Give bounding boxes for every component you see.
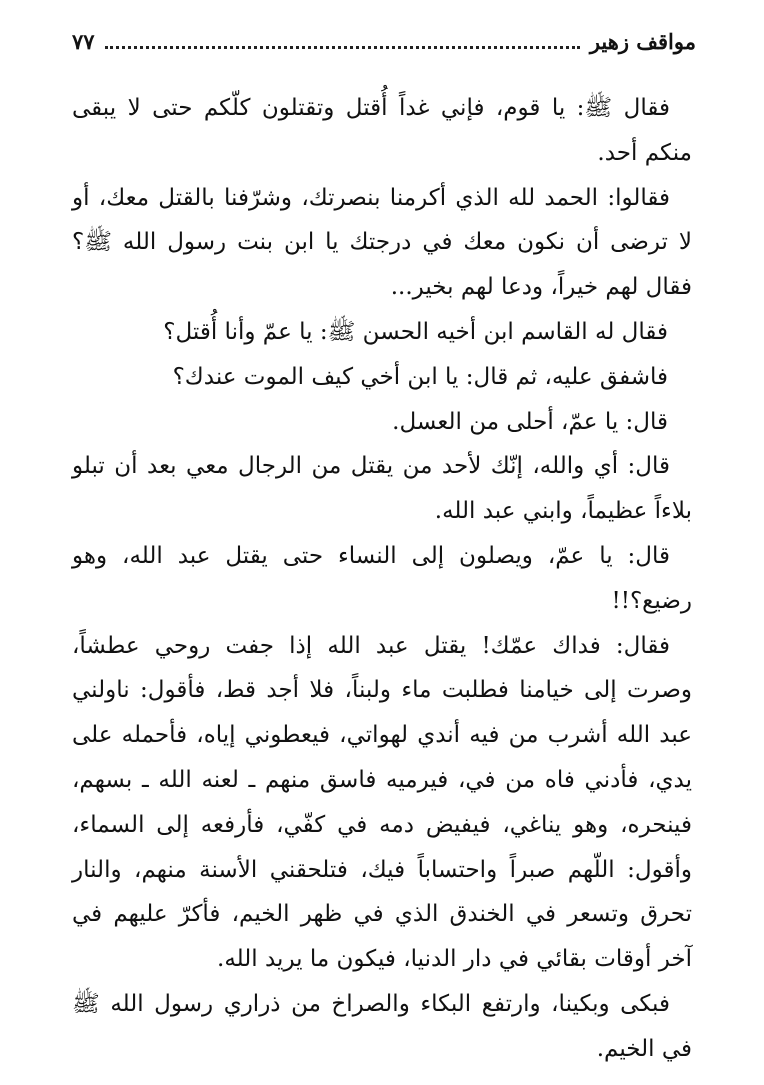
paragraph: فقال له القاسم ابن أخيه الحسن ﷺ: يا عمّ وأنا أُقتل؟ bbox=[163, 318, 668, 345]
paragraph: فقال: فداك عمّك! يقتل عبد الله إذا جفت روحي عطشاً، وصرت إلى خيامنا فطلبت ماء ولبناً، فلا أجد قط، فأقول: ناولني عبد الله أشرب من فيه أندي لهواتي، فيعطوني إياه، فأحمله على يدي، فأدني فاه من في، فيرميه فاسق منهم ـ لعنه الله ـ بسهم، فينحره، وهو يناغي، فيفيض دمه في كفّي، فأرفعه إلى السماء، وأقول: اللّهم صبراً واحتساباً فيك، فتلحقني الأسنة منهم، والنار تحرق وتسعر في الخندق الذي في ظهر الخيم، فأكرّ عليهم في آخر أوقات بقائي في دار الدنيا، فيكون ما يريد الله. bbox=[72, 632, 692, 973]
paragraph: قال: يا عمّ، ويصلون إلى النساء حتى يقتل عبد الله، وهو رضيع؟!! bbox=[72, 542, 692, 614]
paragraph: فقالوا: الحمد لله الذي أكرمنا بنصرتك، وشرّفنا بالقتل معك، أو لا ترضى أن نكون معك في درجتك يا ابن بنت رسول الله ﷺ؟ فقال لهم خيراً، ودعا لهم بخير... bbox=[72, 184, 692, 301]
paragraph: قال: يا عمّ، أحلى من العسل. bbox=[392, 408, 668, 435]
chapter-title: مواقف زهير bbox=[589, 28, 696, 54]
dotted-leader bbox=[105, 46, 580, 49]
page-number: ٧٧ bbox=[72, 28, 95, 54]
paragraph: فاشفق عليه، ثم قال: يا ابن أخي كيف الموت عندك؟ bbox=[172, 363, 668, 390]
paragraph: قال: أي والله، إنّك لأحد من يقتل من الرجال معي بعد أن تبلو بلاءاً عظيماً، وابني عبد الله. bbox=[72, 453, 692, 525]
paragraph: فبكى وبكينا، وارتفع البكاء والصراخ من ذراري رسول الله ﷺ في الخيم. bbox=[72, 990, 692, 1062]
running-header bbox=[72, 26, 696, 56]
body-text bbox=[72, 86, 692, 1072]
paragraph: فقال ﷺ: يا قوم، فإني غداً أُقتل وتقتلون كلّكم حتى لا يبقى منكم أحد. bbox=[72, 95, 692, 166]
